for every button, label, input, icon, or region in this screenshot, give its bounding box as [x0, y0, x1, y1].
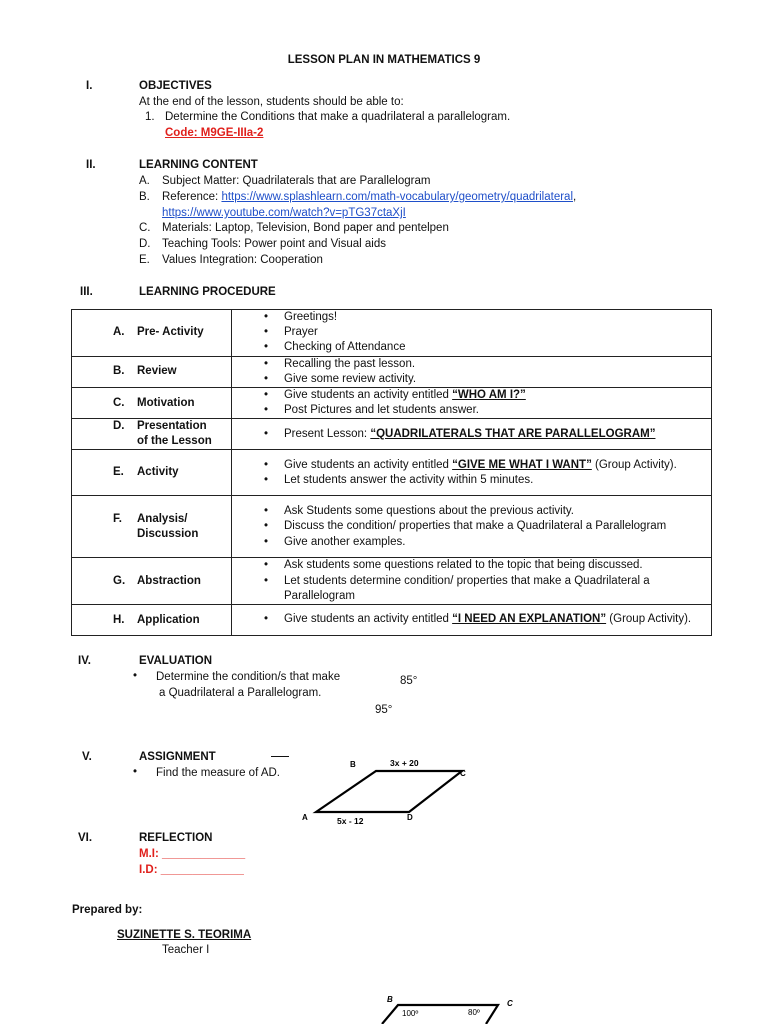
evaluation-text: a Quadrilateral a Parallelogram.	[159, 687, 322, 699]
objective-number: 1.	[145, 111, 155, 123]
stage-letter: F.	[113, 512, 122, 525]
section-number: II.	[86, 159, 96, 171]
stage-letter: C.	[113, 396, 125, 409]
item-text: (Group Activity).	[606, 613, 692, 626]
reflection-id: I.D: _____________	[139, 864, 244, 876]
procedure-details	[232, 605, 712, 636]
procedure-stage	[72, 450, 232, 496]
stage-label: Motivation	[137, 396, 195, 409]
section-heading: ASSIGNMENT	[139, 751, 216, 763]
procedure-stage	[72, 605, 232, 636]
stage-label: Application	[137, 613, 200, 626]
procedure-stage	[72, 419, 232, 450]
reference-comma: ,	[573, 191, 577, 203]
stage-letter: A.	[113, 326, 125, 339]
vertex-label: B	[387, 995, 393, 1004]
procedure-row	[72, 310, 712, 357]
bullet: •	[133, 766, 138, 778]
evaluation-text: Determine the condition/s that make	[156, 671, 341, 683]
procedure-bullet-item	[254, 388, 711, 403]
procedure-bullet-item: • Give another examples.	[254, 535, 711, 550]
procedure-details	[232, 356, 712, 387]
stage-letter: B.	[113, 365, 125, 378]
objective-text: Determine the Conditions that make a quadrilateral a parallelogram.	[165, 111, 511, 123]
side-label-bottom: 5x - 12	[337, 816, 364, 826]
activity-title: “I NEED AN EXPLANATION”	[452, 613, 607, 626]
side-label-top: 3x + 20	[390, 758, 419, 768]
stage-label: Abstraction	[137, 574, 201, 587]
procedure-bullet-item: • Greetings!	[254, 310, 711, 325]
stage-label: Analysis/ Discussion	[137, 512, 199, 540]
procedure-details	[232, 496, 712, 558]
content-letter: A.	[139, 175, 150, 187]
procedure-details	[232, 388, 712, 419]
procedure-bullet-item	[254, 458, 711, 473]
angle-parallelogram-figure	[370, 992, 530, 1024]
procedure-bullet-item: • Discuss the condition/ properties that make a Quadrilateral a Parallelogram	[254, 519, 711, 534]
procedure-bullet-item: • Ask Students some questions about the previous activity.	[254, 504, 711, 519]
stage-letter: H.	[113, 613, 125, 626]
section-number: V.	[82, 751, 92, 763]
procedure-row	[72, 419, 712, 450]
stage-letter: D.	[113, 420, 125, 433]
item-text: Give students an activity entitled	[284, 613, 453, 626]
procedure-stage	[72, 310, 232, 357]
competency-code: Code: M9GE-IIIa-2	[165, 127, 264, 139]
procedure-bullet-item: • Let students determine condition/ properties that make a Quadrilateral a Parallelogram	[254, 574, 711, 604]
procedure-bullet-item: • Give some review activity.	[254, 372, 711, 387]
procedure-bullet-item: • Prayer	[254, 325, 711, 340]
vertex-label: A	[302, 813, 308, 822]
assignment-text: Find the measure of AD.	[156, 767, 281, 779]
activity-title: “WHO AM I?”	[452, 389, 526, 402]
section-heading: EVALUATION	[139, 655, 213, 667]
procedure-bullet-item: • Ask students some questions related to the topic that being discussed.	[254, 558, 711, 573]
section-heading: LEARNING CONTENT	[139, 159, 258, 171]
reference-prefix: Reference:	[162, 191, 222, 203]
materials: Materials: Laptop, Television, Bond paper and pentelpen	[162, 222, 449, 234]
parallelogram-figure	[290, 752, 480, 832]
reference-line	[162, 191, 576, 203]
vertex-label: C	[507, 999, 513, 1008]
procedure-row	[72, 558, 712, 605]
procedure-stage	[72, 558, 232, 605]
reference-link-youtube[interactable]: https://www.youtube.com/watch?v=pTG37ctaXjI	[162, 207, 406, 219]
procedure-bullet-item: • Post Pictures and let students answer.	[254, 403, 711, 418]
content-letter: C.	[139, 222, 151, 234]
item-text: (Group Activity).	[591, 458, 677, 471]
activity-title: “GIVE ME WHAT I WANT”	[452, 458, 592, 471]
angle-label: 95°	[375, 704, 393, 716]
stage-label: Activity	[137, 466, 179, 479]
reference-link-splashlearn[interactable]: https://www.splashlearn.com/math-vocabulary/geometry/quadrilateral	[221, 191, 574, 203]
section-number: I.	[86, 80, 93, 92]
procedure-bullet-item	[254, 612, 711, 627]
activity-title: “QUADRILATERALS THAT ARE PARALLELOGRAM”	[370, 427, 656, 440]
procedure-bullet-item: • Let students answer the activity within 5 minutes.	[254, 473, 711, 488]
vertex-label: D	[407, 813, 413, 822]
values-integration: Values Integration: Cooperation	[162, 254, 323, 266]
item-text: Give students an activity entitled	[284, 458, 453, 471]
procedure-row	[72, 388, 712, 419]
procedure-details	[232, 450, 712, 496]
teaching-tools: Teaching Tools: Power point and Visual aids	[162, 238, 386, 250]
stage-letter: E.	[113, 466, 124, 479]
section-number: VI.	[78, 832, 93, 844]
vertex-label: B	[350, 760, 356, 769]
procedure-stage	[72, 356, 232, 387]
procedure-table	[71, 309, 712, 636]
item-text: Give students an activity entitled	[284, 389, 453, 402]
section-number: IV.	[78, 655, 92, 667]
procedure-details	[232, 310, 712, 357]
prepared-by-label: Prepared by:	[72, 904, 143, 916]
section-heading: LEARNING PROCEDURE	[139, 286, 276, 298]
procedure-details	[232, 419, 712, 450]
procedure-stage	[72, 496, 232, 558]
bullet: •	[133, 670, 138, 682]
content-letter: E.	[139, 254, 150, 266]
content-letter: D.	[139, 238, 151, 250]
parallelogram-shape	[316, 771, 462, 812]
page-title: LESSON PLAN IN MATHEMATICS 9	[287, 54, 481, 66]
teacher-name: SUZINETTE S. TEORIMA	[117, 929, 252, 941]
section-heading: OBJECTIVES	[139, 80, 212, 92]
reflection-mi: M.I: _____________	[139, 848, 246, 860]
stage-letter: G.	[113, 574, 126, 587]
procedure-stage	[72, 388, 232, 419]
content-letter: B.	[139, 191, 150, 203]
stage-label: Presentation of the Lesson	[137, 420, 212, 448]
vertex-label: C	[460, 769, 466, 778]
angle-label: 85°	[400, 675, 418, 687]
procedure-bullet-item	[254, 427, 711, 442]
angle-label: 100º	[402, 1009, 419, 1018]
objectives-intro: At the end of the lesson, students should be able to:	[139, 96, 404, 108]
procedure-bullet-item: • Recalling the past lesson.	[254, 357, 711, 372]
procedure-row	[72, 356, 712, 387]
angle-label: 80º	[468, 1008, 480, 1017]
section-number: III.	[80, 286, 93, 298]
procedure-row	[72, 496, 712, 558]
parallelogram-shape	[382, 1005, 498, 1024]
section-heading: REFLECTION	[139, 832, 213, 844]
stage-label: Pre- Activity	[137, 326, 204, 339]
item-text: Present Lesson:	[284, 427, 371, 440]
segment-overline	[271, 756, 289, 757]
stage-label: Review	[137, 365, 177, 378]
subject-matter: Subject Matter: Quadrilaterals that are Parallelogram	[162, 175, 431, 187]
procedure-bullet-item: • Checking of Attendance	[254, 340, 711, 355]
procedure-row	[72, 450, 712, 496]
procedure-details	[232, 558, 712, 605]
teacher-role: Teacher I	[162, 944, 210, 956]
procedure-row	[72, 605, 712, 636]
